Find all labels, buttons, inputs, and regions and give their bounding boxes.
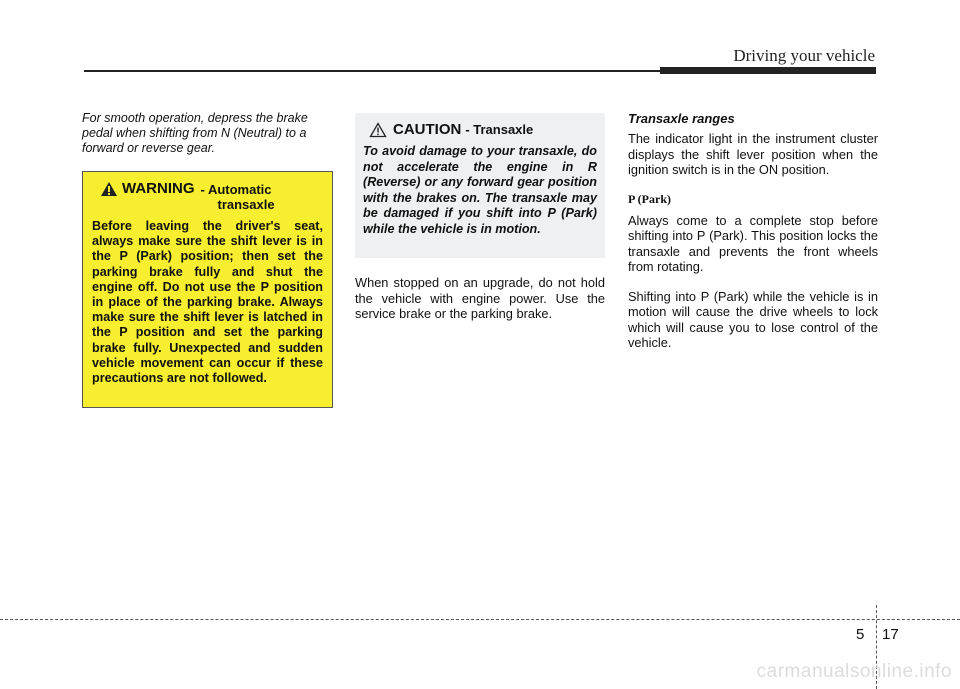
park-paragraph-1: Always come to a complete stop before shifting into P (Park). This position locks the transaxle and prevents the front wheels from rotating. [628,212,878,274]
upgrade-paragraph-wrap [355,275,605,322]
caution-box [355,113,605,258]
section-number: 5 [856,626,865,643]
warning-topic [201,182,275,212]
watermark: carmanualsonline.info [756,661,952,682]
warning-body: Before leaving the driver's seat, always make sure the shift lever is in the P (Park) position; then set the parking brake fully and shut the engine off. Do not use the P position in place of the parking brake. Always make sure the shift lever is latched in the P position and set the parking brake fully. Unexpected and sudden vehicle movement can occur if these precautions are not followed. [92,219,323,386]
page-number: 17 [882,626,899,643]
intro-paragraph: The indicator light in the instrument cluster displays the shift lever position when the ignition switch is in the ON position. [628,131,878,177]
warning-triangle-icon [100,181,118,197]
warning-box [82,171,333,408]
footer-rule [0,619,960,620]
caution-label: CAUTION [393,121,462,138]
caution-header [369,121,597,138]
column-left [82,111,333,156]
caution-body: To avoid damage to your transaxle, do not accelerate the engine in R (Reverse) or any forward gear position with the brakes on. The transaxle may be damaged if you shift into P (Park) while the vehicle is in motion. [363,144,597,236]
caution-triangle-icon [369,122,387,138]
caution-topic: - Transaxle [465,122,534,137]
shift-note: For smooth operation, depress the brake pedal when shifting from N (Neutral) to a forward or reverse gear. [82,111,308,155]
upgrade-paragraph: When stopped on an upgrade, do not hold the vehicle with engine power. Use the service brake or the parking brake. [355,275,605,321]
header-bar [660,67,876,74]
warning-topic-line1: - Automatic [200,182,272,197]
column-right [628,111,878,351]
park-paragraph-2: Shifting into P (Park) while the vehicle is in motion will cause the drive wheels to lock which will cause you to lose control of the vehicle. [628,288,878,350]
warning-topic-line2: transaxle [217,197,275,212]
park-title: P (Park) [628,191,671,206]
section-title: Transaxle ranges [628,111,735,126]
header-rule [84,70,660,72]
header-title: Driving your vehicle [733,46,875,65]
warning-label: WARNING [122,180,195,197]
warning-header [100,180,323,212]
